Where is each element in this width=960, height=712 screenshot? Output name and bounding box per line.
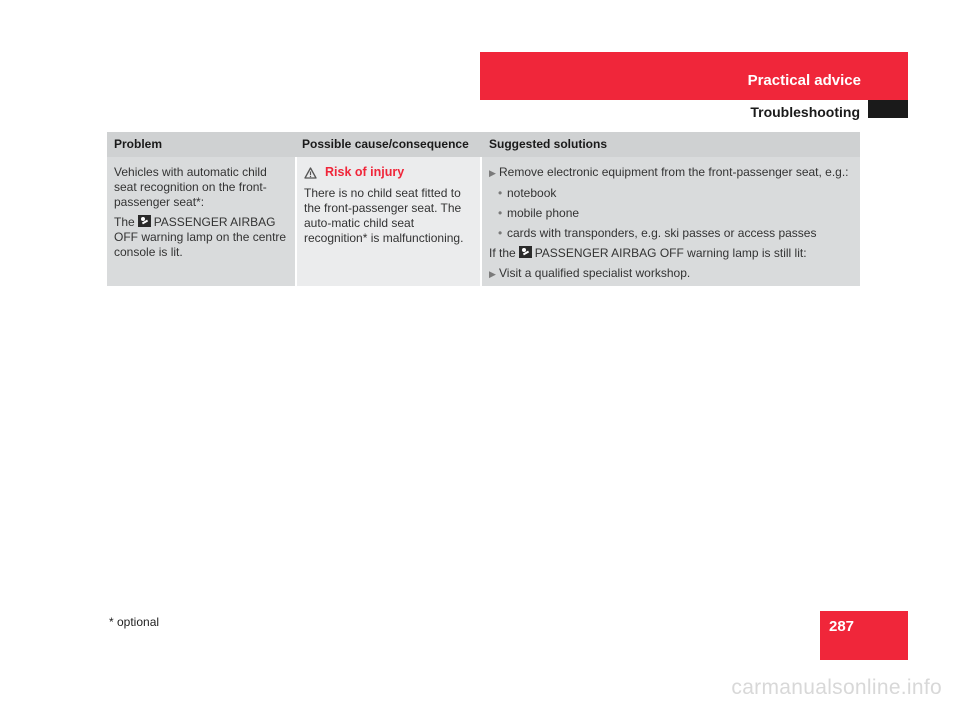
- cause-cell: [297, 157, 480, 286]
- table-header-row: [107, 132, 860, 157]
- footnote: * optional: [109, 615, 160, 629]
- warning-title: Risk of injury: [325, 165, 405, 179]
- page-number: 287: [829, 618, 855, 635]
- watermark: carmanualsonline.info: [731, 676, 942, 699]
- problem-text: Vehicles with automatic child seat recognition on the front-passenger seat*:: [114, 165, 267, 209]
- bullet-icon: •: [498, 226, 503, 240]
- passenger-airbag-off-icon: [519, 246, 532, 258]
- page-number-box: [820, 611, 908, 660]
- arrow-right-icon: ▶: [489, 168, 496, 178]
- section-marker-block: [868, 100, 908, 118]
- list-item: • notebook: [498, 186, 557, 200]
- column-header-problem: Problem: [114, 137, 163, 151]
- problem-cell: [107, 157, 295, 286]
- solutions-cell: [482, 157, 860, 286]
- cause-text: There is no child seat fitted to the front-passenger seat. The auto-matic child seat recognition* is malfunctioning.: [304, 186, 464, 245]
- list-item: • mobile phone: [498, 206, 580, 220]
- warning-triangle-icon: [304, 167, 317, 179]
- solution-condition: If the PASSENGER AIRBAG OFF warning lamp is still lit:: [489, 246, 807, 260]
- solution-step: ▶ Remove electronic equipment from the front-passenger seat, e.g.:: [489, 165, 849, 179]
- passenger-airbag-off-icon: [138, 215, 151, 227]
- section-title: Practical advice: [747, 71, 861, 89]
- troubleshooting-table: [107, 132, 860, 286]
- warning-heading: [304, 165, 473, 180]
- problem-lamp-text: The PASSENGER AIRBAG OFF warning lamp on the centre console is lit.: [114, 215, 287, 259]
- column-header-solutions: Suggested solutions: [489, 137, 608, 151]
- column-header-cause: Possible cause/consequence: [302, 137, 469, 151]
- bullet-icon: •: [498, 186, 503, 200]
- subsection-title: Troubleshooting: [750, 104, 860, 120]
- arrow-right-icon: ▶: [489, 269, 496, 279]
- list-item: • cards with transponders, e.g. ski passes or access passes: [498, 226, 817, 240]
- bullet-icon: •: [498, 206, 503, 220]
- section-header-bar: [480, 52, 908, 100]
- solution-step: ▶ Visit a qualified specialist workshop.: [489, 266, 691, 280]
- table-row: [107, 157, 860, 286]
